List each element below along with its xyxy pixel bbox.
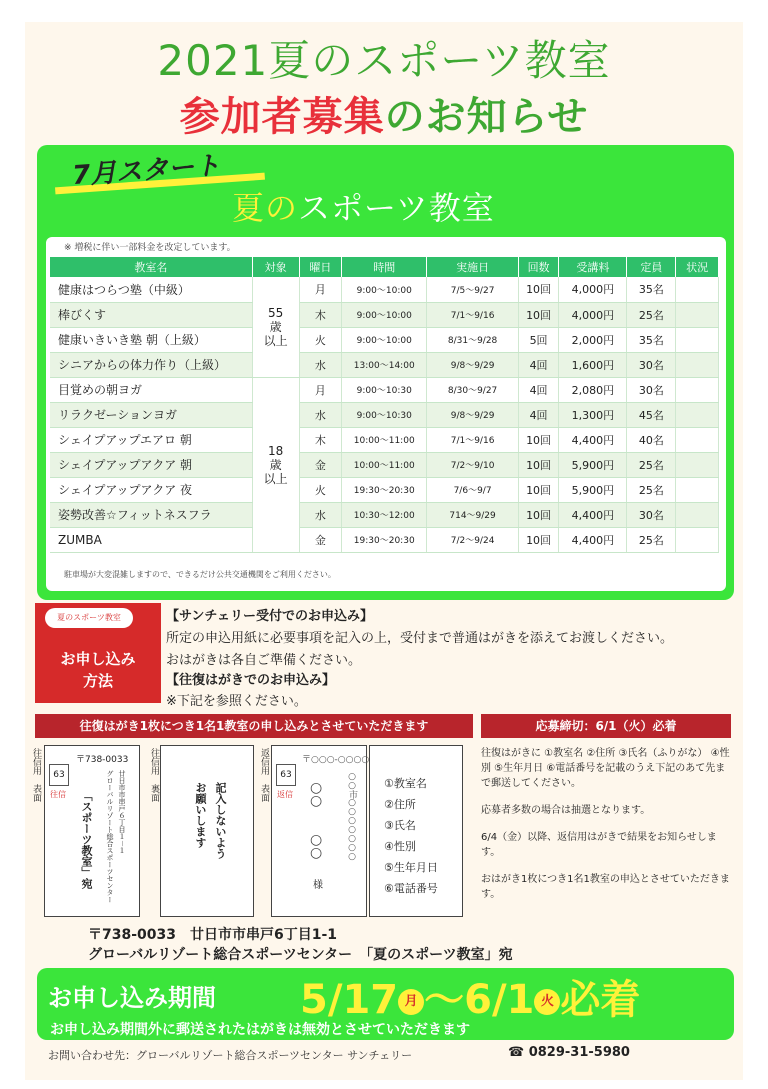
list-item: ②住所 <box>384 798 416 811</box>
subtitle-red: 参加者募集 <box>179 94 385 140</box>
card3-tag: 返信 <box>277 790 293 799</box>
period-start-day: 月 <box>398 989 424 1015</box>
col-header: 受講料 <box>559 257 627 277</box>
weekday: 水 <box>299 352 342 377</box>
count: 10回 <box>518 502 558 527</box>
instruction-text: 応募者多数の場合は抽選となります。 <box>481 805 651 816</box>
apply-label-line2: 方法 <box>82 672 113 690</box>
time: 19:30～20:30 <box>342 477 427 502</box>
time: 9:00～10:00 <box>342 327 427 352</box>
time: 10:30～12:00 <box>342 502 427 527</box>
fee: 1,600円 <box>559 352 627 377</box>
status <box>676 477 719 502</box>
card1-recipient: 「スポーツ教室」宛 <box>80 790 93 889</box>
dates: 8/31～9/28 <box>427 327 519 352</box>
tax-note: ※ 増税に伴い一部料金を改定しています。 <box>64 243 236 253</box>
col-header: 対象 <box>252 257 299 277</box>
instruction-text: 6/4（金）以降、返信用はがきで結果をお知らせします。 <box>481 832 717 858</box>
period-tilde: ～ <box>424 977 465 1023</box>
card1-address: 廿日市市串戸６丁目１－１ <box>118 770 126 854</box>
capacity: 25名 <box>627 527 676 552</box>
fee: 4,000円 <box>559 302 627 327</box>
dates: 7/5～9/27 <box>427 277 519 302</box>
list-item: ①教室名 <box>384 777 427 790</box>
card1-stamp: 63 <box>49 764 69 786</box>
dates: 7/6～9/7 <box>427 477 519 502</box>
col-header: 教室名 <box>50 257 252 277</box>
banner-subtitle-white: スポーツ教室 <box>298 189 495 227</box>
list-item: ⑤生年月日 <box>384 861 438 874</box>
weekday: 金 <box>299 452 342 477</box>
dates: 7/1～9/16 <box>427 302 519 327</box>
dates: 7/2～9/10 <box>427 452 519 477</box>
time: 9:00～10:00 <box>342 277 427 302</box>
count: 10回 <box>518 277 558 302</box>
table-row <box>50 352 719 377</box>
capacity: 25名 <box>627 452 676 477</box>
capacity: 30名 <box>627 352 676 377</box>
card3-side-label: 返信用 表面 <box>259 748 269 802</box>
time: 9:00～10:30 <box>342 402 427 427</box>
fee: 5,900円 <box>559 452 627 477</box>
table-row <box>50 377 719 402</box>
banner-subtitle-yellow: 夏の <box>232 189 299 227</box>
card3-sama: 様 <box>313 880 323 891</box>
deadline-bar: 応募締切：6/1（火）必着 <box>481 714 731 738</box>
period-dates <box>300 968 640 1025</box>
col-header: 実施日 <box>427 257 519 277</box>
target-18 <box>252 377 299 552</box>
dates: 7/2～9/24 <box>427 527 519 552</box>
fee: 4,400円 <box>559 527 627 552</box>
list-item: ④性別 <box>384 840 416 853</box>
weekday: 水 <box>299 402 342 427</box>
card1-zip: 〒738-0033 <box>76 755 129 765</box>
table-row <box>50 427 719 452</box>
contact-phone <box>508 1045 630 1060</box>
class-name: 健康いきいき塾 朝（上級） <box>50 327 252 352</box>
age-unit: 歳 <box>269 319 282 334</box>
count: 4回 <box>518 377 558 402</box>
fee: 4,000円 <box>559 277 627 302</box>
mail-address-line1: 〒738-0033 廿日市市串戸6丁目1-1 <box>88 927 338 943</box>
table-row <box>50 302 719 327</box>
dates: 8/30～9/27 <box>427 377 519 402</box>
dates: 714～9/29 <box>427 502 519 527</box>
contact-text: お問い合わせ先：グローバルリゾート総合スポーツセンター サンチェリー <box>48 1049 413 1062</box>
count: 10回 <box>518 477 558 502</box>
card3-zip: 〒○○○-○○○○ <box>302 755 370 765</box>
schedule-table <box>50 257 719 553</box>
class-name: 目覚めの朝ヨガ <box>50 377 252 402</box>
capacity: 25名 <box>627 302 676 327</box>
class-name: シニアからの体力作り（上級） <box>50 352 252 377</box>
status <box>676 452 719 477</box>
age-suffix: 以上 <box>263 333 288 348</box>
weekday: 水 <box>299 502 342 527</box>
card3-placeholder-circles: ○ ○ ○ ○ <box>310 780 323 861</box>
card1-org: グローバルリゾート総合スポーツセンター <box>106 770 114 903</box>
postcard-rule-bar: 往復はがき1枚につき1名1教室の申し込みとさせていただきます <box>35 714 473 738</box>
card1-side-label: 往信用 表面 <box>31 748 41 802</box>
card2-line1: 記入しないよう <box>214 782 227 859</box>
col-header: 定員 <box>627 257 676 277</box>
count: 4回 <box>518 352 558 377</box>
mail-address-line2: グローバルリゾート総合スポーツセンター 「夏のスポーツ教室」宛 <box>88 947 513 963</box>
card1-tag: 往信 <box>50 790 66 799</box>
card2-side-label: 往信用 裏面 <box>149 748 159 802</box>
class-name: ZUMBA <box>50 527 252 552</box>
time: 10:00～11:00 <box>342 452 427 477</box>
weekday: 木 <box>299 302 342 327</box>
fee: 4,400円 <box>559 502 627 527</box>
time: 9:00～10:30 <box>342 377 427 402</box>
postcard-instructions <box>481 746 731 902</box>
fee: 2,080円 <box>559 377 627 402</box>
card4-items <box>384 773 438 899</box>
page-title: 2021夏のスポーツ教室 <box>157 36 611 85</box>
count: 4回 <box>518 402 558 427</box>
list-item: ③氏名 <box>384 819 416 832</box>
table-header-row <box>50 257 719 277</box>
list-item: ⑥電話番号 <box>384 882 438 895</box>
weekday: 月 <box>299 277 342 302</box>
age-suffix: 以上 <box>263 471 288 486</box>
status <box>676 402 719 427</box>
table-row <box>50 277 719 302</box>
apply-text-3: ※下記を参照ください。 <box>166 694 307 709</box>
class-name: シェイプアップアクア 朝 <box>50 452 252 477</box>
age-unit: 歳 <box>269 457 282 472</box>
weekday: 月 <box>299 377 342 402</box>
col-header: 曜日 <box>299 257 342 277</box>
weekday: 火 <box>299 477 342 502</box>
subtitle-green: のお知らせ <box>384 94 589 140</box>
apply-label-line1: お申し込み <box>60 650 136 668</box>
capacity: 30名 <box>627 377 676 402</box>
apply-text-2: おはがきは各自ご準備ください。 <box>166 653 362 668</box>
status <box>676 527 719 552</box>
apply-heading-postcard: 【往復はがきでのお申込み】 <box>166 673 336 688</box>
age-number: 55 <box>268 305 284 320</box>
dates: 7/1～9/16 <box>427 427 519 452</box>
class-name: 棒びくす <box>50 302 252 327</box>
status <box>676 277 719 302</box>
status <box>676 502 719 527</box>
target-55 <box>252 277 299 377</box>
status <box>676 352 719 377</box>
period-notice: お申し込み期間外に郵送されたはがきは無効とさせていただきます <box>50 1022 470 1038</box>
table-row <box>50 402 719 427</box>
phone-icon: ☎ <box>508 1045 529 1060</box>
table-row <box>50 327 719 352</box>
status <box>676 377 719 402</box>
weekday: 木 <box>299 427 342 452</box>
capacity: 35名 <box>627 277 676 302</box>
phone-number: 0829-31-5980 <box>528 1045 630 1060</box>
time: 9:00～10:00 <box>342 302 427 327</box>
weekday: 火 <box>299 327 342 352</box>
count: 10回 <box>518 302 558 327</box>
time: 13:00～14:00 <box>342 352 427 377</box>
dates: 9/8～9/29 <box>427 402 519 427</box>
status <box>676 427 719 452</box>
col-header: 状況 <box>676 257 719 277</box>
instruction-text: おはがき1枚につき1名1教室の申込とさせていただきます。 <box>481 874 730 900</box>
table-row <box>50 452 719 477</box>
count: 10回 <box>518 452 558 477</box>
instruction-text: 往復はがきに ①教室名 ②住所 ③氏名（ふりがな） ④性別 ⑤生年月日 ⑥電話番号を記載のうえ下記のあて先まで郵送してください。 <box>481 748 730 789</box>
table-row <box>50 502 719 527</box>
count: 5回 <box>518 327 558 352</box>
count: 10回 <box>518 427 558 452</box>
capacity: 30名 <box>627 502 676 527</box>
time: 19:30～20:30 <box>342 527 427 552</box>
period-end: 6/1 <box>464 977 535 1023</box>
period-label: お申し込み期間 <box>48 984 216 1012</box>
weekday: 金 <box>299 527 342 552</box>
col-header: 回数 <box>518 257 558 277</box>
fee: 2,000円 <box>559 327 627 352</box>
class-name: シェイプアップアクア 夜 <box>50 477 252 502</box>
col-header: 時間 <box>342 257 427 277</box>
capacity: 45名 <box>627 402 676 427</box>
apply-method-label <box>35 648 161 692</box>
card3-stamp: 63 <box>276 764 296 786</box>
period-end-day: 火 <box>534 989 560 1015</box>
table-row <box>50 477 719 502</box>
class-name: 姿勢改善☆フィットネスフラ <box>50 502 252 527</box>
dates: 9/8～9/29 <box>427 352 519 377</box>
table-row <box>50 527 719 552</box>
page-subtitle <box>0 85 768 142</box>
apply-text-1: 所定の申込用紙に必要事項を記入の上，受付まで普通はがきを添えてお渡しください。 <box>166 631 674 646</box>
status <box>676 327 719 352</box>
fee: 4,400円 <box>559 427 627 452</box>
capacity: 35名 <box>627 327 676 352</box>
count: 10回 <box>518 527 558 552</box>
class-name: リラクゼーションヨガ <box>50 402 252 427</box>
banner-subtitle <box>232 183 495 229</box>
capacity: 40名 <box>627 427 676 452</box>
period-start: 5/17 <box>300 977 399 1023</box>
time: 10:00～11:00 <box>342 427 427 452</box>
period-must: 必着 <box>560 977 641 1023</box>
card2-line2: お願いします <box>194 782 207 848</box>
fee: 5,900円 <box>559 477 627 502</box>
card3-city: ○○市○○○○○○○ <box>347 772 357 861</box>
july-start-label: 7月スタート <box>71 150 222 192</box>
apply-tag: 夏のスポーツ教室 <box>45 608 133 628</box>
parking-note: 駐車場が大変混雑しますので、できるだけ公共交通機関をご利用ください。 <box>64 570 336 579</box>
status <box>676 302 719 327</box>
class-name: シェイプアップエアロ 朝 <box>50 427 252 452</box>
apply-heading-counter: 【サンチェリー受付でのお申込み】 <box>166 609 373 624</box>
fee: 1,300円 <box>559 402 627 427</box>
class-name: 健康はつらつ塾（中級） <box>50 277 252 302</box>
capacity: 25名 <box>627 477 676 502</box>
age-number: 18 <box>268 443 284 458</box>
